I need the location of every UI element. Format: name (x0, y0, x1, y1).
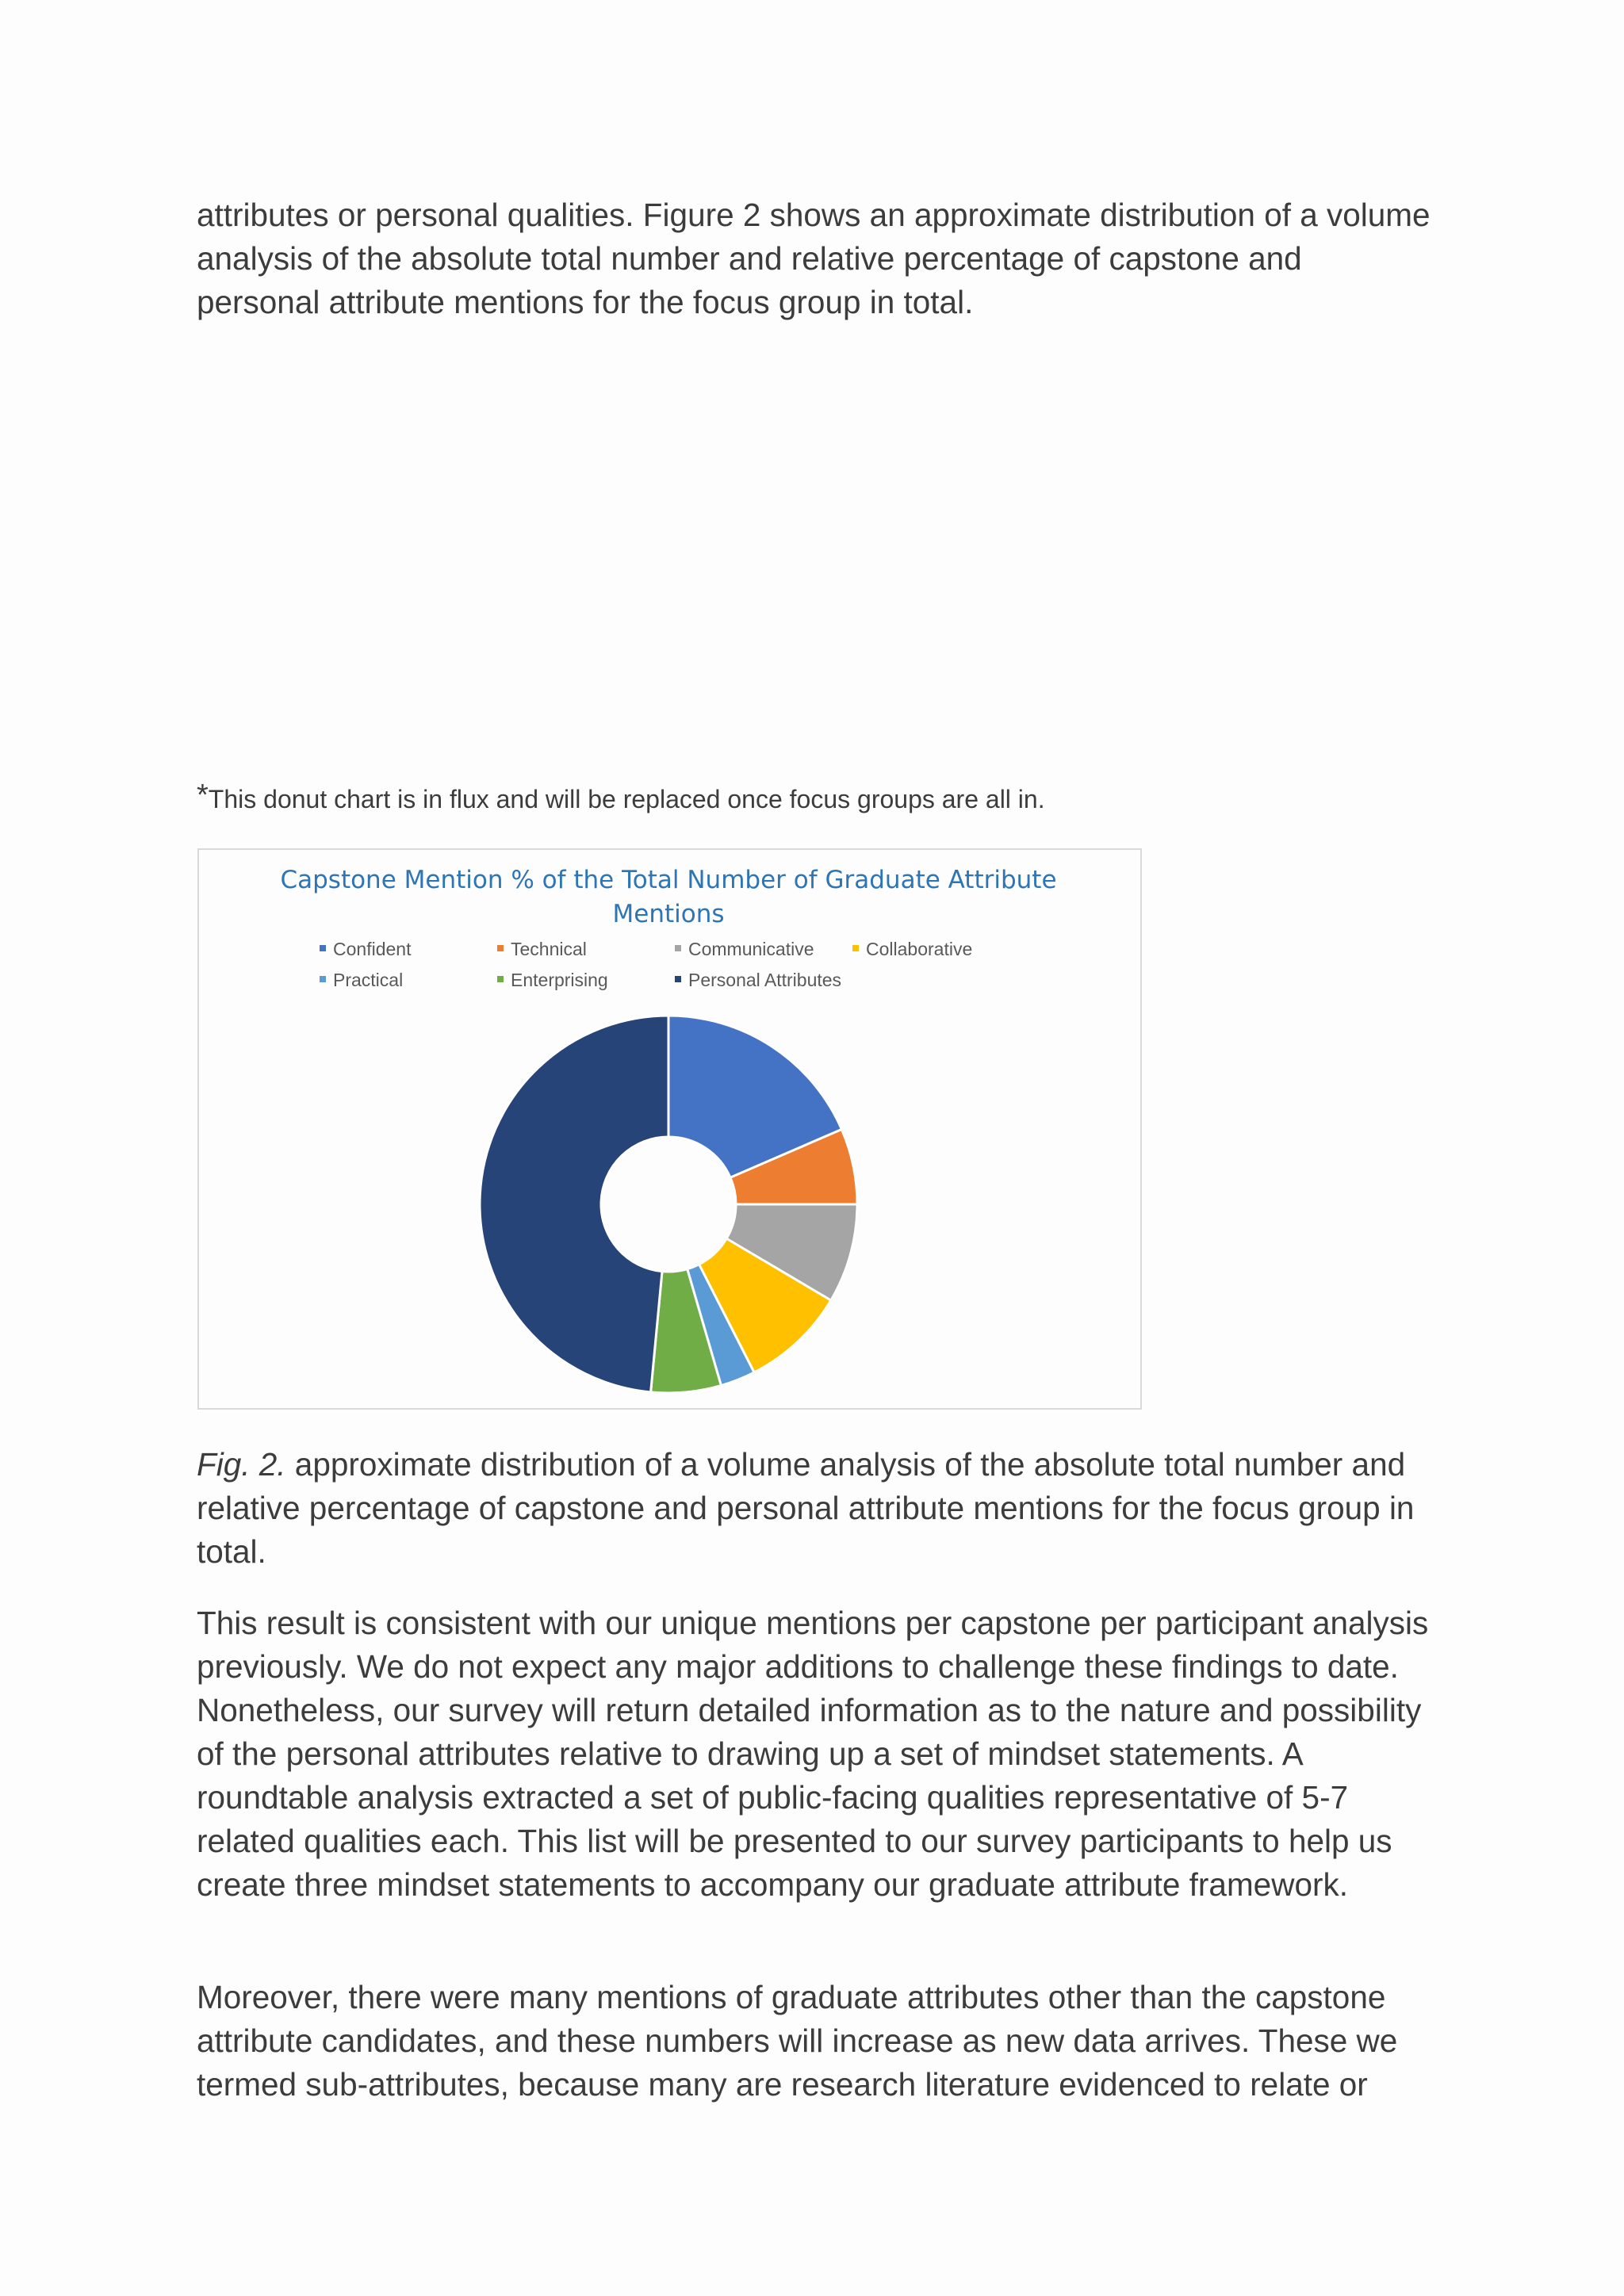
legend-item-communicative (675, 939, 814, 959)
figure-caption (197, 1443, 1434, 1574)
legend-label: Technical (511, 939, 587, 959)
chart-title-line-2: Mentions (612, 900, 725, 928)
legend-label: Personal Attributes (688, 970, 842, 990)
figure-label: Fig. 2. (197, 1446, 286, 1483)
legend-swatch (675, 945, 681, 951)
legend-item-technical (497, 939, 587, 959)
chart-legend (320, 939, 972, 990)
note-asterisk: * (197, 779, 209, 812)
moreover-paragraph: Moreover, there were many mentions of graduate attributes other than the capstone attribute candidates, and these numbers will increase as new data arrives. These we termed sub-attributes, because many are research literature evidenced to relate or (197, 1979, 1398, 2103)
legend-label: Confident (333, 939, 412, 959)
chart-note (197, 779, 1045, 815)
legend-swatch (320, 945, 326, 951)
legend-swatch (675, 976, 681, 982)
legend-label: Communicative (688, 939, 814, 959)
slice-personal-attributes (480, 1016, 668, 1392)
legend-label: Enterprising (511, 970, 608, 990)
donut-chart (197, 848, 1142, 1410)
legend-item-personal-attributes (675, 970, 841, 990)
legend-swatch (497, 976, 504, 982)
note-text: This donut chart is in flux and will be replaced once focus groups are all in. (208, 785, 1045, 813)
legend-item-enterprising (497, 970, 608, 990)
legend-swatch (320, 976, 326, 982)
donut-chart-svg (199, 850, 1143, 1411)
caption-text: approximate distribution of a volume analysis of the absolute total number and relative percentage of capstone and personal attribute mentions for the focus group in total. (197, 1446, 1415, 1570)
legend-label: Practical (333, 970, 404, 990)
intro-paragraph: attributes or personal qualities. Figure 2 shows an approximate distribution of a volume analysis of the absolute total number and relative percentage of capstone and personal attribute mentions for the focus group in total. (197, 197, 1431, 320)
legend-item-confident (320, 939, 412, 959)
legend-label: Collaborative (866, 939, 973, 959)
legend-item-collaborative (852, 939, 972, 959)
legend-item-practical (320, 970, 403, 990)
donut-slices (480, 1016, 857, 1393)
legend-swatch (852, 945, 859, 951)
result-paragraph: This result is consistent with our unique mentions per capstone per participant analysis previously. We do not expect any major additions to challenge these findings to date. Nonetheless, our survey will return detailed information as to the nature and possibility of the personal attributes relative to drawing up a set of mindset statements. A roundtable analysis extracted a set of public-facing qualities representative of 5-7 related qualities each. This list will be presented to our survey participants to help us create three mindset statements to accompany our graduate attribute framework. (197, 1605, 1429, 1903)
chart-title-line-1: Capstone Mention % of the Total Number of Graduate Attribute (280, 866, 1057, 894)
legend-swatch (497, 945, 504, 951)
